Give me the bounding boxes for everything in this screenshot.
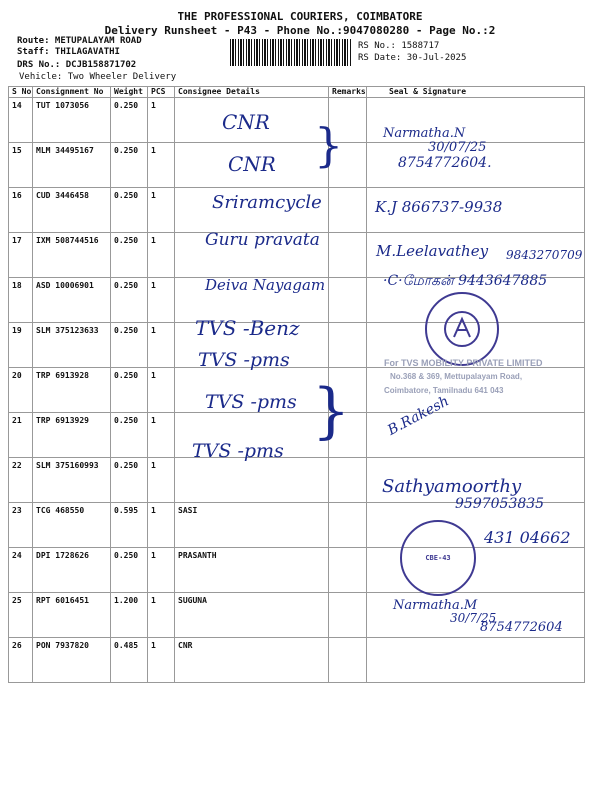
cell-weight: 0.250: [111, 413, 148, 458]
cell-sno: 19: [9, 323, 33, 368]
cell-sno: 24: [9, 548, 33, 593]
cell-consignment: SLM 375123633: [33, 323, 111, 368]
cell-consignment: PON 7937820: [33, 638, 111, 683]
cell-weight: 0.250: [111, 143, 148, 188]
sig-tamil: ·C·மோகன் 9443647885: [383, 273, 548, 289]
cell-consignment: ASD 10006901: [33, 278, 111, 323]
cell-sno: 18: [9, 278, 33, 323]
cell-consignment: RPT 6016451: [33, 593, 111, 638]
cell-consignee: SUGUNA: [175, 593, 329, 638]
cell-consignment: DPI 1728626: [33, 548, 111, 593]
company-title: THE PROFESSIONAL COURIERS, COIMBATORE: [177, 10, 423, 23]
cell-pcs: 1: [148, 593, 175, 638]
sig-ks: K.J 866737-9938: [375, 198, 503, 216]
cell-sno: 22: [9, 458, 33, 503]
cell-consignment: CUD 3446458: [33, 188, 111, 233]
staff: Staff: THILAGAVATHI: [17, 47, 120, 57]
cell-weight: 0.595: [111, 503, 148, 548]
cell-weight: 0.250: [111, 98, 148, 143]
cell-consignment: TRP 6913929: [33, 413, 111, 458]
col-weight: Weight: [111, 87, 148, 98]
hand-cnr-1: CNR: [222, 110, 270, 134]
table-row: [9, 413, 585, 458]
cell-consignment: TRP 6913928: [33, 368, 111, 413]
cell-pcs: 1: [148, 413, 175, 458]
cell-sno: 21: [9, 413, 33, 458]
col-seal: Seal & Signature: [367, 87, 585, 98]
tvs-stamp-line-2: No.368 & 369, Mettupalayam Road,: [390, 372, 523, 381]
cell-remarks: [329, 638, 367, 683]
cell-weight: 0.250: [111, 368, 148, 413]
rs-date: RS Date: 30-Jul-2025: [358, 53, 467, 63]
cell-pcs: 1: [148, 98, 175, 143]
table-row: [9, 548, 585, 593]
cell-weight: 0.250: [111, 323, 148, 368]
cell-pcs: 1: [148, 278, 175, 323]
cell-seal: [367, 638, 585, 683]
barcode: [230, 39, 352, 66]
cell-remarks: [329, 593, 367, 638]
cell-sno: 20: [9, 368, 33, 413]
seal-emblem-icon: [442, 309, 482, 349]
col-pcs: PCS: [148, 87, 175, 98]
sig-tvs-sign: B.Rakesh: [385, 393, 452, 439]
cell-sno: 25: [9, 593, 33, 638]
cell-sno: 26: [9, 638, 33, 683]
cell-consignment: TCG 468550: [33, 503, 111, 548]
col-remarks: Remarks: [329, 87, 367, 98]
cell-pcs: 1: [148, 503, 175, 548]
sig-leelavathey: M.Leelavathey: [376, 242, 489, 260]
cell-consignee: PRASANTH: [175, 548, 329, 593]
cell-sno: 16: [9, 188, 33, 233]
cell-consignment: IXM 508744516: [33, 233, 111, 278]
sig-phone-2: 8754772604: [480, 620, 563, 635]
cell-consignment: TUT 1073056: [33, 98, 111, 143]
cell-consignee: SASI: [175, 503, 329, 548]
cell-consignee: [175, 458, 329, 503]
cell-remarks: [329, 503, 367, 548]
table-row: [9, 638, 585, 683]
table-row: [9, 98, 585, 143]
sig-narmatha-1: Narmatha.N: [383, 126, 466, 141]
cbe-seal-stamp: CBE-43: [400, 520, 476, 596]
cell-pcs: 1: [148, 638, 175, 683]
sig-date-1: 30/07/25: [428, 140, 487, 155]
cell-weight: 0.250: [111, 548, 148, 593]
sig-leela-phone: 9843270709: [506, 248, 583, 262]
col-consignment: Consignment No: [33, 87, 111, 98]
sig-sathya-phone: 9597053835: [455, 496, 545, 512]
runsheet-table: [8, 86, 585, 683]
cell-pcs: 1: [148, 458, 175, 503]
hand-tvs-3: TVS -pms: [192, 440, 284, 462]
sig-narmatha-2: Narmatha.M: [393, 598, 478, 613]
sig-suguna-phone: 431 04662: [484, 528, 571, 547]
cell-pcs: 1: [148, 323, 175, 368]
cell-consignment: MLM 34495167: [33, 143, 111, 188]
cell-pcs: 1: [148, 548, 175, 593]
sig-sathyamoorthy: Sathyamoorthy: [382, 476, 522, 497]
tvs-stamp-line-1: For TVS MOBILITY PRIVATE LIMITED: [384, 358, 543, 368]
hand-tvs-2: TVS -pms: [205, 391, 297, 413]
cell-weight: 0.250: [111, 188, 148, 233]
hand-deiva: Deiva Nayagam: [205, 276, 326, 294]
cell-remarks: [329, 188, 367, 233]
table-header-row: [9, 87, 585, 98]
cell-sno: 14: [9, 98, 33, 143]
cell-consignee: CNR: [175, 638, 329, 683]
tvs-stamp-line-3: Coimbatore, Tamilnadu 641 043: [384, 386, 504, 395]
hand-tvs-benz: TVS -Benz: [195, 316, 300, 340]
cell-consignment: SLM 375160993: [33, 458, 111, 503]
sig-date-2: 30/7/25: [450, 611, 497, 625]
table-row: [9, 143, 585, 188]
hand-tvs-1: TVS -pms: [198, 349, 290, 371]
cell-sno: 17: [9, 233, 33, 278]
route: Route: METUPALAYAM ROAD: [17, 36, 142, 46]
hand-sriram: Sriramcycle: [212, 192, 322, 213]
brace-2: }: [312, 376, 351, 446]
cell-remarks: [329, 278, 367, 323]
cell-pcs: 1: [148, 143, 175, 188]
hand-cnr-2: CNR: [228, 152, 276, 176]
sig-phone-1: 8754772604.: [398, 155, 492, 171]
cell-weight: 0.250: [111, 278, 148, 323]
cell-weight: 0.250: [111, 458, 148, 503]
circular-seal-stamp: [425, 292, 499, 366]
col-consignee: Consignee Details: [175, 87, 329, 98]
vehicle: Vehicle: Two Wheeler Delivery: [19, 72, 177, 82]
rs-number: RS No.: 1588717: [358, 41, 440, 51]
hand-guru: Guru pravata: [205, 230, 320, 250]
cell-weight: 0.250: [111, 233, 148, 278]
cell-weight: 0.485: [111, 638, 148, 683]
cell-sno: 15: [9, 143, 33, 188]
cell-remarks: [329, 233, 367, 278]
cell-weight: 1.200: [111, 593, 148, 638]
cell-pcs: 1: [148, 368, 175, 413]
runsheet-title: Delivery Runsheet - P43 - Phone No.:9047080280 - Page No.:2: [104, 24, 496, 37]
cell-pcs: 1: [148, 188, 175, 233]
cell-remarks: [329, 548, 367, 593]
cell-pcs: 1: [148, 233, 175, 278]
brace: }: [314, 118, 344, 172]
cell-sno: 23: [9, 503, 33, 548]
col-sno: S No: [9, 87, 33, 98]
drs-number: DRS No.: DCJB158871702: [17, 60, 137, 70]
